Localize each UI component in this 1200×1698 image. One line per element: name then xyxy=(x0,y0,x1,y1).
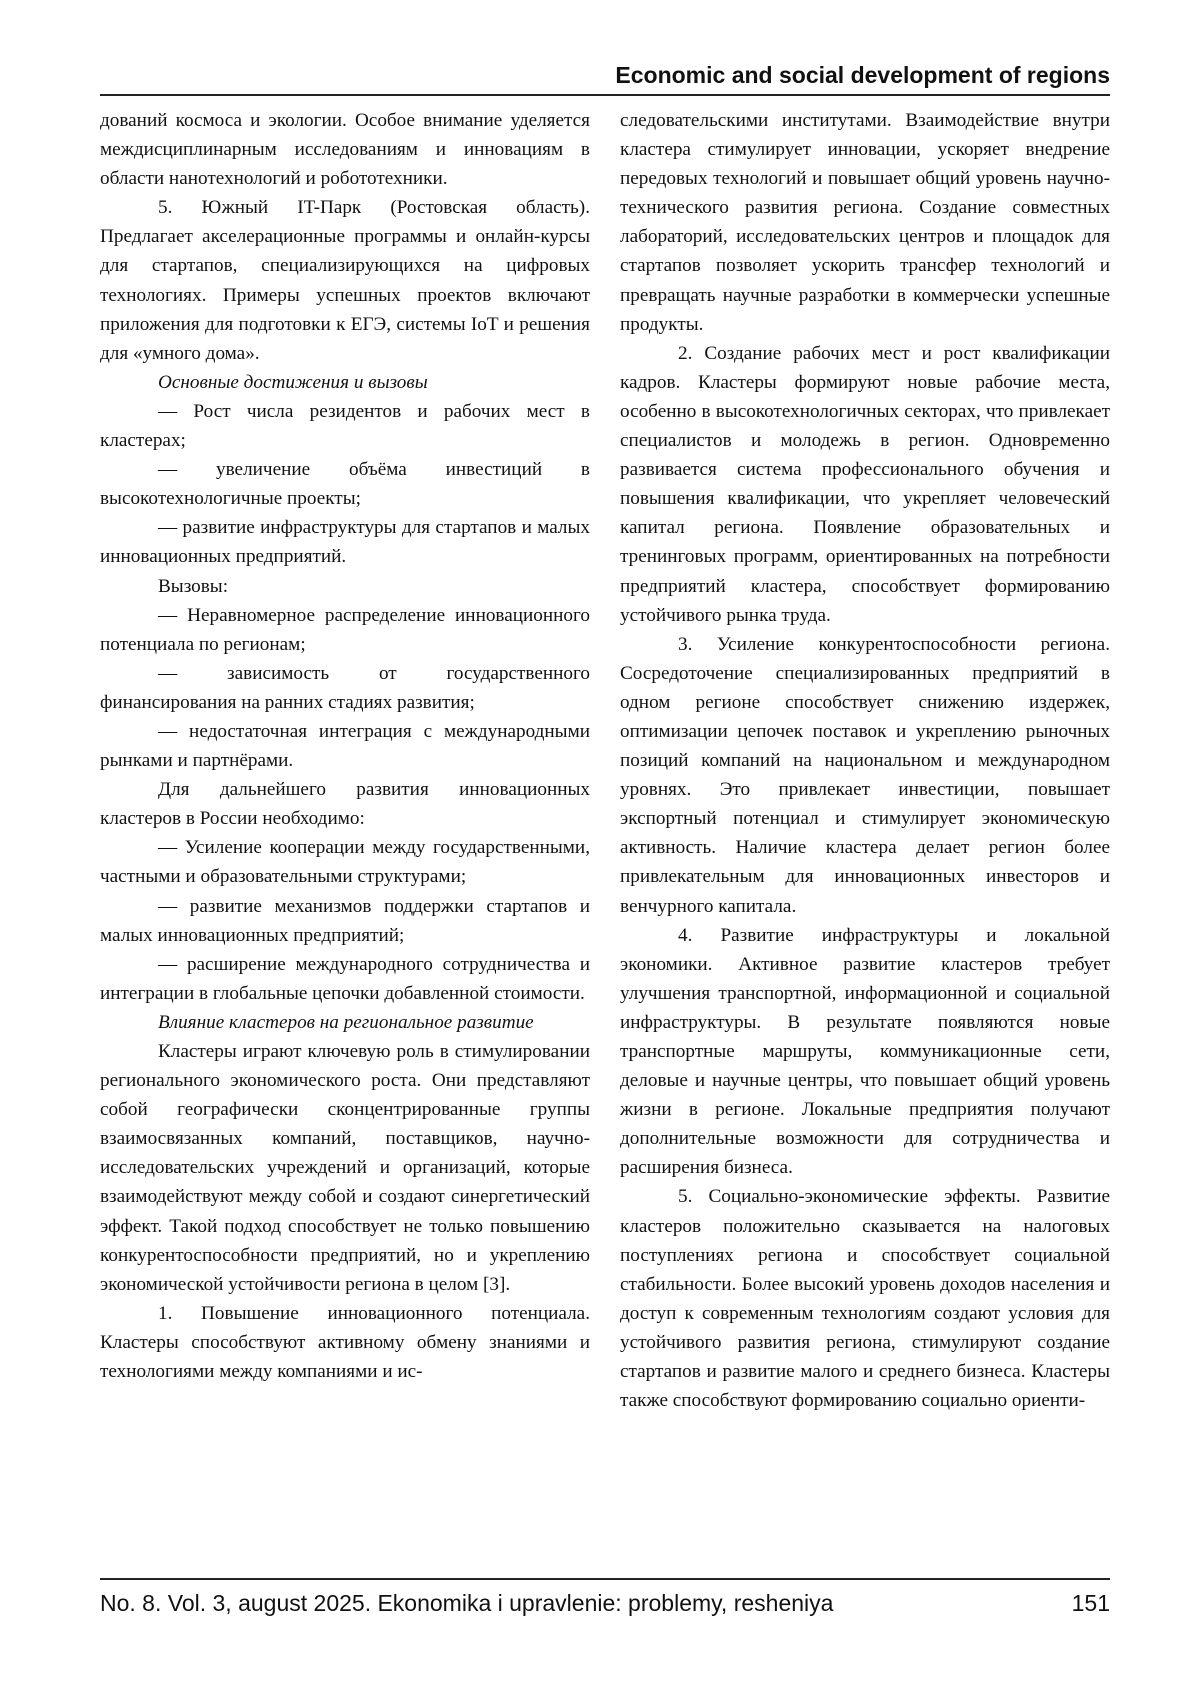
journal-citation: No. 8. Vol. 3, august 2025. Ekonomika i upravlenie: problemy, resheniya xyxy=(100,1590,834,1616)
paragraph: — Неравномерное распределение инновационного потенциала по регионам; xyxy=(100,604,590,655)
paragraph: 4. Развитие инфраструктуры и локальной экономики. Активное развитие кластеров требует улучшения транспортной, информационной и социальной инфраструктуры. В результате появляются новые транспортные маршруты, коммуникационные сети, деловые и научные центры, что повышает общий уровень жизни в регионе. Локальные предприятия получают дополнительные возможности для сотрудничества и расширения бизнеса. xyxy=(620,924,1110,1179)
paragraph: — зависимость от государственного финансирования на ранних стадиях развития; xyxy=(100,662,590,713)
paragraph: 5. Социально-экономические эффекты. Развитие кластеров положительно сказывается на налоговых поступлениях региона и способствует социальной стабильности. Более высокий уровень доходов населения и доступ к современным технологиям создают условия для устойчивого развития региона, стимулируют создание стартапов и развитие малого и среднего бизнеса. Кластеры также способствуют формированию социально ориенти- xyxy=(620,1186,1110,1412)
paragraph: Вызовы: xyxy=(158,575,229,597)
paragraph: 1. Повышение инновационного потенциала. Кластеры способствуют активному обмену знаниями и технологиями между компаниями и ис- xyxy=(100,1302,590,1383)
running-header-title: Economic and social development of regions xyxy=(615,62,1110,88)
paragraph: — развитие механизмов поддержки стартапов и малых инновационных предприятий; xyxy=(100,895,590,946)
paragraph: 5. Южный IT-Парк (Ростовская область). Предлагает акселерационные программы и онлайн-курсы для стартапов, специализирующихся на цифровых технологиях. Примеры успешных проектов включают приложения для подготовки к ЕГЭ, системы IoT и решения для «умного дома». xyxy=(100,197,590,364)
paragraph: — Усиление кооперации между государственными, частными и образовательными структурами; xyxy=(100,837,590,888)
footer-rule xyxy=(100,1578,1110,1580)
paragraph: 2. Создание рабочих мест и рост квалификации кадров. Кластеры формируют новые рабочие места, особенно в высокотехнологичных секторах, что привлекает специалистов и молодежь в регион. Одновременно развивается система профессионального обучения и повышения квалификации, что укрепляет человеческий капитал региона. Появление образовательных и тренинговых программ, ориентированных на потребности предприятий кластера, способствует формированию устойчивого рынка труда. xyxy=(620,342,1110,626)
right-column xyxy=(620,106,1110,1415)
paragraph: следовательскими институтами. Взаимодействие внутри кластера стимулирует инновации, ускоряет внедрение передовых технологий и повышает общий уровень научно-технического развития региона. Создание совместных лабораторий, исследовательских центров и площадок для стартапов позволяет ускорить трансфер технологий и превращать научные разработки в коммерчески успешные продукты. xyxy=(620,110,1110,335)
header-rule xyxy=(100,94,1110,96)
paragraph: — расширение международного сотрудничества и интеграции в глобальные цепочки добавленной стоимости. xyxy=(100,953,590,1004)
paragraph: — Рост числа резидентов и рабочих мест в кластерах; xyxy=(100,400,590,452)
paragraph: — развитие инфраструктуры для стартапов и малых инновационных предприятий. xyxy=(100,517,590,568)
left-column xyxy=(100,106,590,1386)
paragraph: — недостаточная интеграция с международными рынками и партнёрами. xyxy=(100,720,590,772)
paragraph: Влияние кластеров на региональное развитие xyxy=(158,1011,534,1033)
paragraph: Для дальнейшего развития инновационных кластеров в России необходимо: xyxy=(100,779,590,830)
paragraph: 3. Усиление конкурентоспособности региона. Сосредоточение специализированных предприятий в одном регионе способствует снижению издержек, оптимизации цепочек поставок и укреплению рыночных позиций компаний на национальном и международном уровнях. Это привлекает инвестиции, повышает экспортный потенциал и стимулирует экономическую активность. Наличие кластера делает регион более привлекательным для инновационных инвесторов и венчурного капитала. xyxy=(620,633,1110,917)
paragraph: Основные достижения и вызовы xyxy=(158,371,428,393)
paragraph: Кластеры играют ключевую роль в стимулировании регионального экономического роста. Они представляют собой географически сконцентрированные группы взаимосвязанных компаний, поставщиков, научно-исследовательских учреждений и организаций, которые взаимодействуют между собой и создают синергетический эффект. Такой подход способствует не только повышению конкурентоспособности предприятий, но и укреплению экономической устойчивости региона в целом [3]. xyxy=(100,1041,590,1295)
paragraph: дований космоса и экологии. Особое внимание уделяется междисциплинарным исследованиям и инновациям в области нанотехнологий и робототехники. xyxy=(100,110,590,190)
page-number: 151 xyxy=(1071,1590,1110,1616)
paragraph: — увеличение объёма инвестиций в высокотехнологичные проекты; xyxy=(100,459,590,510)
